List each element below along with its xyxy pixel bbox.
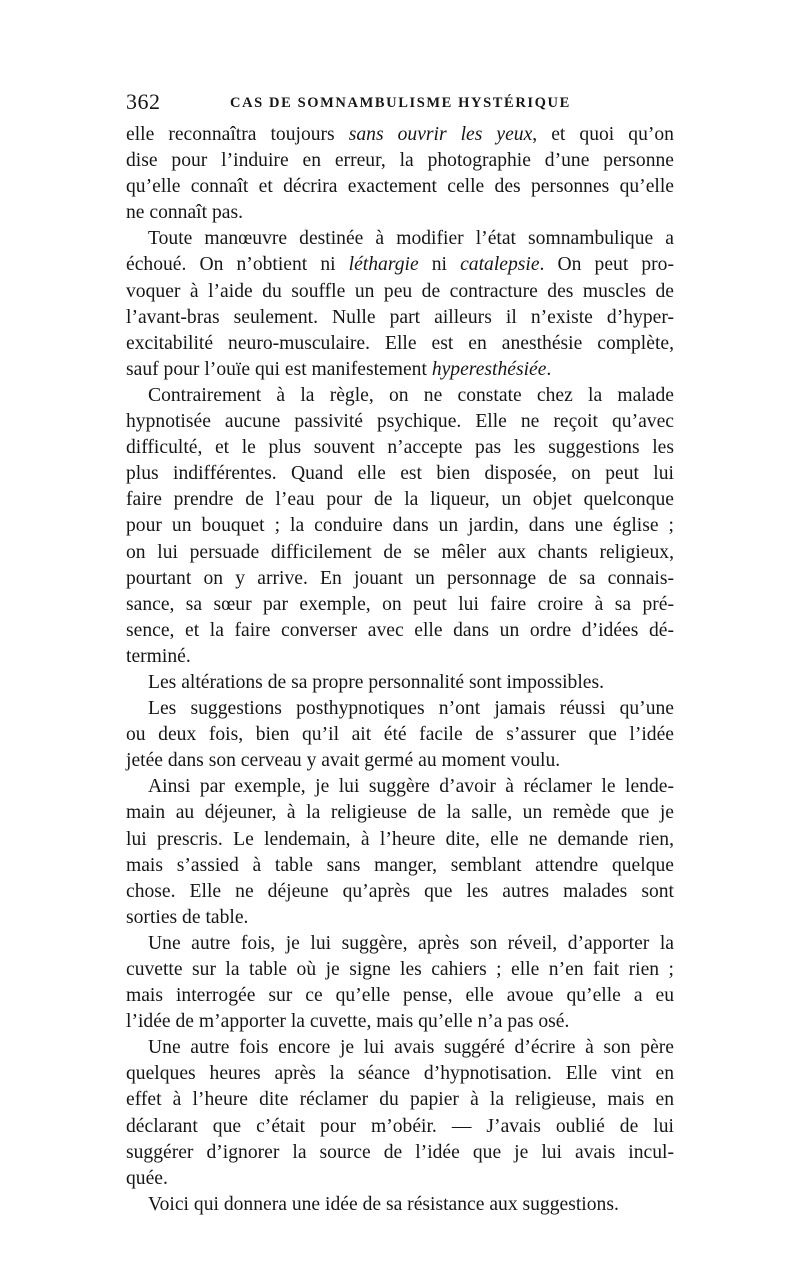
- text-run: mais interrogée sur ce qu’elle pense, elle avoue qu’elle a eu: [126, 985, 674, 1007]
- text-run: sence, et la faire converser avec elle dans un ordre d’idées dé-: [126, 619, 674, 641]
- paragraph: [126, 226, 674, 383]
- paragraph: [126, 774, 674, 931]
- text-line: [126, 722, 674, 748]
- text-line: [126, 1061, 674, 1087]
- paragraph: [126, 670, 674, 696]
- text-run: sance, sa sœur par exemple, on peut lui faire croire à sa pré-: [126, 593, 674, 615]
- text-run: Une autre fois encore je lui avais suggéré d’écrire à son père: [148, 1037, 674, 1059]
- text-line: [126, 279, 674, 305]
- paragraph: [126, 696, 674, 774]
- running-title: CAS DE SOMNAMBULISME HYSTÉRIQUE: [230, 95, 571, 111]
- text-run: ou deux fois, bien qu’il ait été facile de s’assurer que l’idée: [126, 724, 674, 746]
- text-line: [126, 905, 674, 931]
- text-run: effet à l’heure dite réclamer du papier à la religieuse, mais en: [126, 1089, 674, 1111]
- text-run: Les altérations de sa propre personnalité sont impossibles.: [148, 671, 604, 693]
- italic-text: catalepsie: [460, 254, 540, 276]
- text-run: main au déjeuner, à la religieuse de la salle, un remède que je: [126, 802, 674, 824]
- text-line: [126, 200, 674, 226]
- text-line: [126, 357, 674, 383]
- text-run: échoué. On n’obtient ni: [126, 254, 349, 276]
- text-run: .: [546, 358, 552, 380]
- text-line: [126, 1035, 674, 1061]
- text-line: [126, 800, 674, 826]
- text-run: pour un bouquet ; la conduire dans un jardin, dans une église ;: [126, 515, 674, 537]
- text-run: pourtant on y arrive. En jouant un personnage de sa connais-: [126, 567, 674, 589]
- text-line: [126, 461, 674, 487]
- text-line: [126, 696, 674, 722]
- text-line: [126, 331, 674, 357]
- text-line: [126, 252, 674, 278]
- text-run: déclarant que c’était pour m’obéir. — J’avais oublié de lui: [126, 1115, 674, 1137]
- text-run: ne connaît pas.: [126, 202, 243, 224]
- text-line: [126, 513, 674, 539]
- text-run: dise pour l’induire en erreur, la photographie d’une personne: [126, 150, 674, 172]
- text-run: ni: [418, 254, 461, 276]
- text-line: [126, 1140, 674, 1166]
- text-run: qu’elle connaît et décrira exactement celle des personnes qu’elle: [126, 176, 674, 198]
- text-run: hypnotisée aucune passivité psychique. Elle ne reçoit qu’avec: [126, 411, 674, 433]
- text-line: [126, 409, 674, 435]
- text-line: [126, 931, 674, 957]
- text-line: [126, 305, 674, 331]
- italic-text: sans ouvrir les yeux: [348, 124, 533, 145]
- text-line: [126, 827, 674, 853]
- text-line: [126, 540, 674, 566]
- text-line: [126, 879, 674, 905]
- text-run: chose. Elle ne déjeune qu’après que les autres malades sont: [126, 880, 674, 902]
- text-run: plus indifférentes. Quand elle est bien disposée, on peut lui: [126, 463, 674, 485]
- text-line: [126, 1009, 674, 1035]
- text-line: [126, 853, 674, 879]
- page-header: [126, 88, 674, 116]
- text-run: suggérer d’ignorer la source de l’idée que je lui avais incul-: [126, 1141, 674, 1163]
- text-run: Contrairement à la règle, on ne constate chez la malade: [148, 384, 674, 406]
- text-line: [126, 983, 674, 1009]
- text-run: voquer à l’aide du souffle un peu de contracture des muscles de: [126, 280, 674, 302]
- text-run: on lui persuade difficilement de se mêler aux chants religieux,: [126, 541, 674, 563]
- text-line: [126, 174, 674, 200]
- text-run: faire prendre de l’eau pour de la liqueur, un objet quelconque: [126, 489, 674, 511]
- text-run: l’avant-bras seulement. Nulle part ailleurs il n’existe d’hyper-: [126, 306, 674, 328]
- text-line: [126, 592, 674, 618]
- text-run: quelques heures après la séance d’hypnotisation. Elle vint en: [126, 1063, 674, 1085]
- paragraph: [126, 122, 674, 226]
- text-line: [126, 644, 674, 670]
- text-run: Une autre fois, je lui suggère, après son réveil, d’apporter la: [148, 932, 674, 954]
- text-run: Ainsi par exemple, je lui suggère d’avoir à réclamer le lende-: [148, 776, 674, 798]
- text-line: [126, 1087, 674, 1113]
- text-line: [126, 148, 674, 174]
- text-run: terminé.: [126, 645, 191, 667]
- text-run: Toute manœuvre destinée à modifier l’état somnambulique a: [148, 228, 674, 250]
- text-run: mais s’assied à table sans manger, semblant attendre quelque: [126, 854, 674, 876]
- text-run: Voici qui donnera une idée de sa résistance aux suggestions.: [148, 1193, 619, 1215]
- text-line: [126, 1114, 674, 1140]
- text-line: [126, 957, 674, 983]
- text-run: jetée dans son cerveau y avait germé au moment voulu.: [126, 750, 561, 772]
- text-line: [126, 748, 674, 774]
- page-number: 362: [126, 89, 161, 114]
- italic-text: hyperesthésiée: [431, 358, 547, 380]
- text-run: difficulté, et le plus souvent n’accepte pas les suggestions les: [126, 437, 674, 459]
- text-line: [126, 566, 674, 592]
- italic-text: léthargie: [348, 254, 419, 276]
- text-run: quée.: [126, 1167, 168, 1189]
- text-line: [126, 435, 674, 461]
- text-run: cuvette sur la table où je signe les cahiers ; elle n’en fait rien ;: [126, 959, 674, 980]
- text-run: sauf pour l’ouïe qui est manifestement: [126, 358, 432, 380]
- paragraph: [126, 931, 674, 1035]
- text-line: [126, 487, 674, 513]
- text-run: , et quoi qu’on: [532, 124, 674, 145]
- text-run: l’idée de m’apporter la cuvette, mais qu’elle n’a pas osé.: [126, 1011, 570, 1033]
- text-line: [126, 122, 674, 148]
- text-run: sorties de table.: [126, 906, 249, 928]
- text-line: [126, 670, 674, 696]
- paragraph: [126, 1035, 674, 1192]
- text-run: elle reconnaîtra toujours: [126, 124, 349, 145]
- text-line: [126, 1192, 674, 1218]
- paragraph: [126, 1192, 674, 1218]
- text-run: Les suggestions posthypnotiques n’ont jamais réussi qu’une: [148, 698, 674, 720]
- text-line: [126, 774, 674, 800]
- text-run: lui prescris. Le lendemain, à l’heure dite, elle ne demande rien,: [126, 828, 674, 850]
- text-line: [126, 383, 674, 409]
- text-line: [126, 226, 674, 252]
- text-run: excitabilité neuro-musculaire. Elle est en anesthésie complète,: [126, 332, 674, 354]
- body-text: [126, 122, 674, 1218]
- text-run: . On peut pro-: [539, 254, 675, 276]
- text-line: [126, 618, 674, 644]
- text-line: [126, 1166, 674, 1192]
- paragraph: [126, 383, 674, 670]
